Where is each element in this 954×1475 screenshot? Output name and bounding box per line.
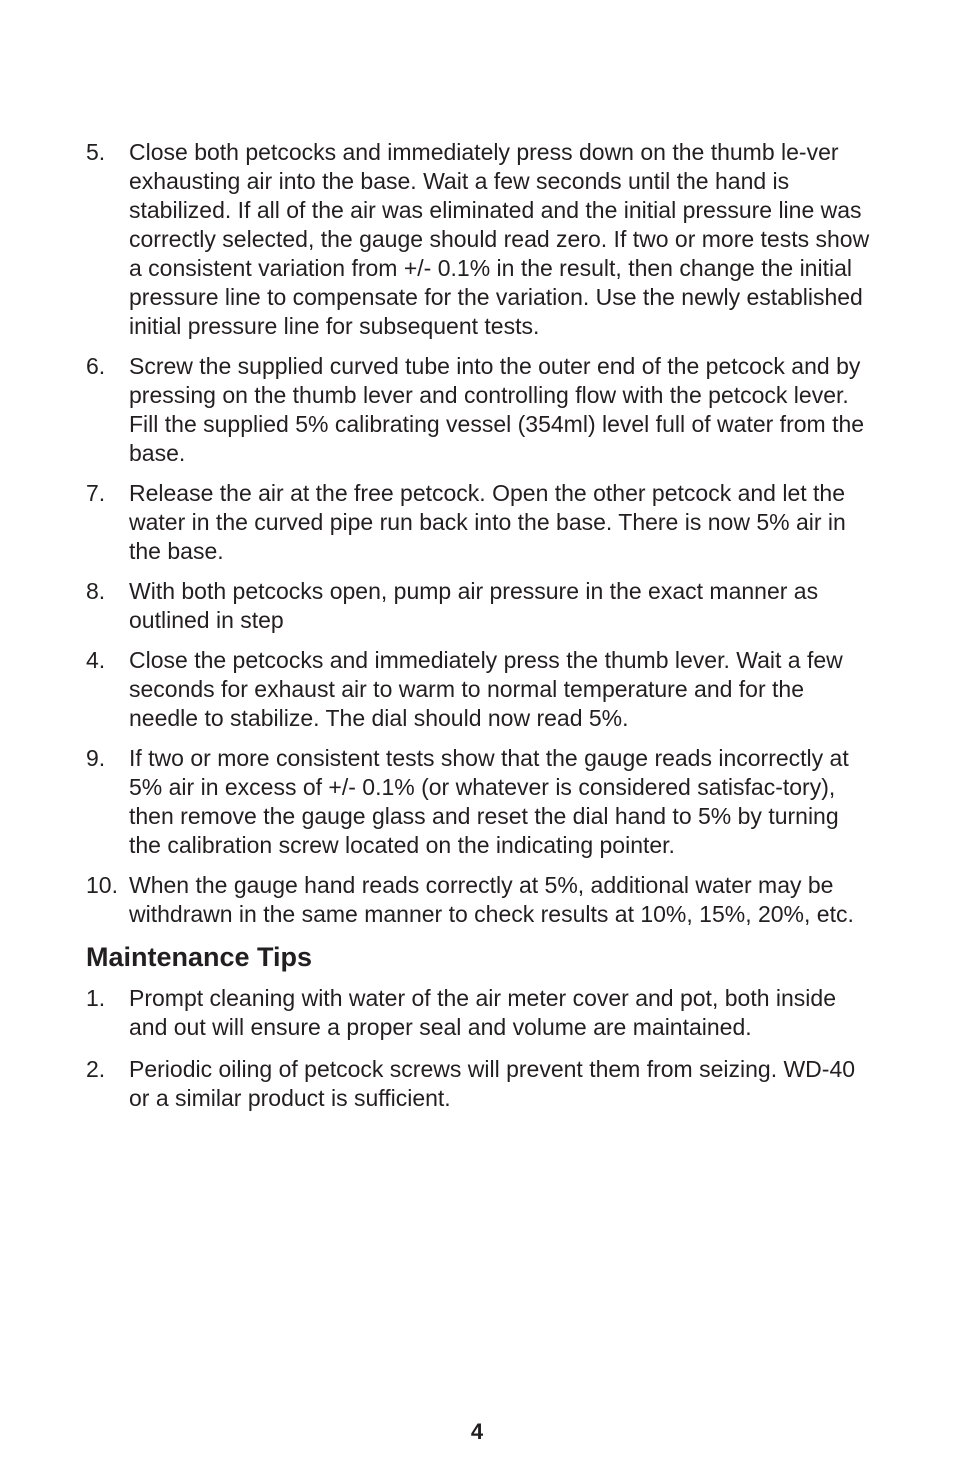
list-item-text: If two or more consistent tests show that the gauge reads incorrectly at 5% air in excess of +/- 0.1% (or whatever is considered satisfac-tory), then remove the gauge glass and reset the dial hand to 5% by turning the calibration screw located on the indicating pointer. <box>129 745 849 858</box>
list-item-number: 1. <box>86 985 106 1011</box>
calibration-steps-list <box>86 138 872 929</box>
list-item <box>86 744 872 860</box>
page-number: 4 <box>470 1419 484 1444</box>
list-item-text: Close both petcocks and immediately press down on the thumb le-ver exhausting air into the base. Wait a few seconds until the hand is stabilized. If all of the air was eliminated and the initial pressure line was correctly selected, the gauge should read zero. If two or more tests show a consistent variation from +/- 0.1% in the result, then change the initial pressure line to compensate for the variation. Use the newly established initial pressure line for subsequent tests. <box>129 139 870 339</box>
list-item-text: Screw the supplied curved tube into the outer end of the petcock and by pressing on the thumb lever and controlling flow with the petcock lever. Fill the supplied 5% calibrating vessel (354ml) level full of water from the base. <box>129 353 865 466</box>
list-item-text: When the gauge hand reads correctly at 5%, additional water may be withdrawn in the same manner to check results at 10%, 15%, 20%, etc. <box>129 872 854 927</box>
list-item-number: 8. <box>86 578 106 604</box>
list-item-number: 10. <box>86 872 118 898</box>
list-item-number: 5. <box>86 139 106 165</box>
maintenance-section <box>86 940 872 1113</box>
list-item-text: Periodic oiling of petcock screws will prevent them from seizing. WD-40 or a similar product is sufficient. <box>129 1056 856 1111</box>
list-item <box>86 138 872 341</box>
list-item-number: 4. <box>86 647 106 673</box>
list-item <box>86 1055 872 1113</box>
section-heading: Maintenance Tips <box>86 942 313 972</box>
list-item-text: Prompt cleaning with water of the air meter cover and pot, both inside and out will ensure a proper seal and volume are maintained. <box>129 985 836 1040</box>
list-item <box>86 871 872 929</box>
list-item-number: 9. <box>86 745 106 771</box>
list-item-text: Release the air at the free petcock. Open the other petcock and let the water in the curved pipe run back into the base. There is now 5% air in the base. <box>129 480 846 564</box>
list-item <box>86 646 872 733</box>
document-page <box>86 138 872 1126</box>
list-item-number: 7. <box>86 480 106 506</box>
list-item-number: 6. <box>86 353 106 379</box>
list-item <box>86 577 872 635</box>
list-item <box>86 352 872 468</box>
list-item <box>86 479 872 566</box>
list-item <box>86 984 872 1042</box>
list-item-text: Close the petcocks and immediately press the thumb lever. Wait a few seconds for exhaust air to warm to normal temperature and for the needle to stabilize. The dial should now read 5%. <box>129 647 843 731</box>
list-item-text: With both petcocks open, pump air pressure in the exact manner as outlined in step <box>129 578 819 633</box>
list-item-number: 2. <box>86 1056 106 1082</box>
